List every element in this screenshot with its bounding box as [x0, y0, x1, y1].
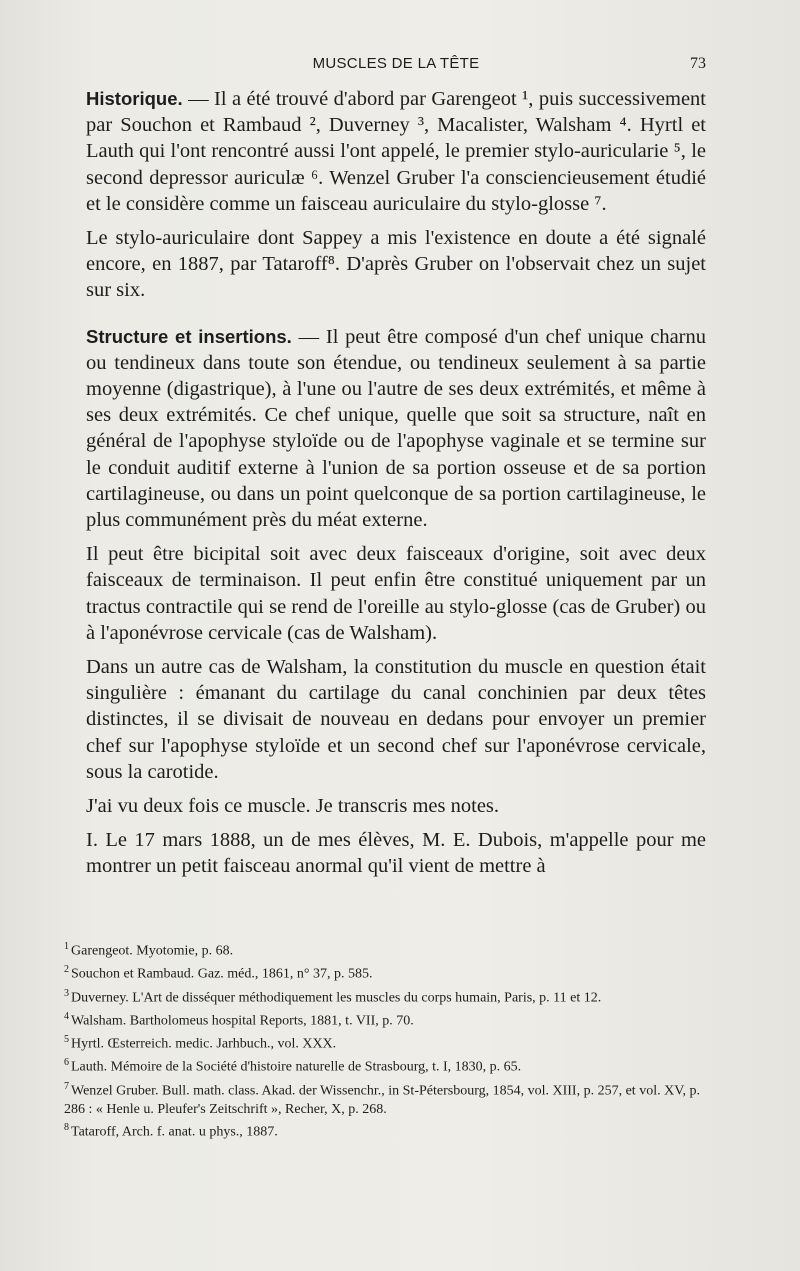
footnote-number: 5	[64, 1034, 69, 1045]
paragraph	[86, 541, 706, 646]
footnote	[64, 985, 708, 1008]
section-heading: Structure et insertions.	[86, 325, 292, 347]
footnote-text: Wenzel Gruber. Bull. math. class. Akad. der Wissenchr., in St-Pétersbourg, 1854, vol. XIII, p. 257, et vol. XV, p. 286 : « Henle u. Pleufer's Zeitschrift », Recher, X, p. 268.	[64, 1083, 701, 1117]
footnote-text: Souchon et Rambaud. Gaz. méd., 1861, n° 37, p. 585.	[71, 966, 373, 982]
footnote-text: Garengeot. Myotomie, p. 68.	[71, 943, 234, 959]
footnote-number: 6	[64, 1057, 69, 1069]
paragraph	[86, 654, 706, 785]
paragraph-historique	[86, 86, 706, 217]
running-title: MUSCLES DE LA TÊTE	[312, 55, 480, 72]
footnote	[64, 1119, 708, 1142]
page-number: 73	[690, 55, 706, 72]
footnote-text: Lauth. Mémoire de la Société d'histoire naturelle de Strasbourg, t. I, 1830, p. 65.	[71, 1059, 522, 1075]
running-head	[86, 55, 706, 79]
footnote	[64, 1008, 708, 1031]
footnote-text: Duverney. L'Art de disséquer méthodiquement les muscles du corps humain, Paris, p. 11 et 12.	[71, 990, 602, 1006]
footnote	[64, 938, 708, 961]
footnote-text: Tataroff, Arch. f. anat. u phys., 1887.	[71, 1125, 278, 1140]
body-text	[86, 86, 706, 888]
footnote	[64, 1031, 708, 1054]
footnote-number: 4	[64, 1010, 69, 1022]
paragraph-text: I. Le 17 mars 1888, un de mes élèves, M. E. Dubois, m'appelle pour me montrer un petit faisceau anormal qu'il vient de mettre à	[86, 829, 706, 878]
footnote-number: 7	[64, 1080, 69, 1092]
paragraph	[86, 827, 706, 879]
footnote-number: 2	[64, 964, 69, 976]
footnote-number: 3	[64, 987, 69, 999]
footnote-number: 8	[64, 1122, 69, 1134]
paragraph	[86, 793, 706, 819]
footnote	[64, 961, 708, 984]
paragraph-text: — Il a été trouvé d'abord par Garengeot ¹, puis successivement par Souchon et Rambaud ², Duverney ³, Macalister, Walsham ⁴. Hyrtl et Lauth qui l'ont rencontré aussi l'ont appelé, le premier stylo-auricularie ⁵, le second depressor auriculæ ⁶. Wenzel Gruber l'a consciencieusement étudié et le considère comme un faisceau auriculaire du stylo-glosse ⁷.	[86, 88, 706, 215]
paragraph-text: — Il peut être composé d'un chef unique charnu ou tendineux dans toute son étendue, ou tendineux seulement à sa partie moyenne (digastrique), à l'une ou l'autre de ses deux extrémités, et même à ses deux extrémités. Ce chef unique, quelle que soit sa structure, naît en général de l'apophyse styloïde ou de l'apophyse vaginale et se termine sur le conduit auditif externe à l'union de sa portion osseuse et de sa portion cartilagineuse, ou dans un point quelconque de sa portion cartilagineuse, le plus communément près du méat externe.	[86, 325, 707, 532]
footnote-text: Walsham. Bartholomeus hospital Reports, 1881, t. VII, p. 70.	[71, 1013, 414, 1029]
footnote	[64, 1078, 708, 1120]
footnotes	[64, 938, 708, 1143]
footnote-text: Hyrtl. Œsterreich. medic. Jarhbuch., vol. XXX.	[71, 1036, 337, 1052]
paragraph-text: J'ai vu deux fois ce muscle. Je transcris mes notes.	[86, 795, 500, 818]
paragraph-structure	[86, 324, 706, 534]
footnote-number: 1	[64, 941, 69, 952]
paragraph-text: Il peut être bicipital soit avec deux faisceaux d'origine, soit avec deux faisceaux de terminaison. Il peut enfin être constitué uniquement par un tractus contractile qui se rend de l'oreille au stylo-glosse (cas de Gruber) ou à l'aponévrose cervicale (cas de Walsham).	[86, 543, 706, 644]
paragraph	[86, 225, 706, 304]
footnote	[64, 1054, 708, 1077]
paragraph-text: Dans un autre cas de Walsham, la constitution du muscle en question était singulière : émanant du cartilage du canal conchinien par deux têtes distinctes, il se divisait de nouveau en dedans pour envoyer un premier chef sur l'apophyse styloïde et un second chef sur l'aponévrose cervicale, sous la carotide.	[86, 656, 706, 783]
paragraph-text: Le stylo-auriculaire dont Sappey a mis l'existence en doute a été signalé encore, en 1887, par Tataroff⁸. D'après Gruber on l'observait chez un sujet sur six.	[86, 227, 706, 302]
section-heading: Historique.	[86, 88, 183, 109]
